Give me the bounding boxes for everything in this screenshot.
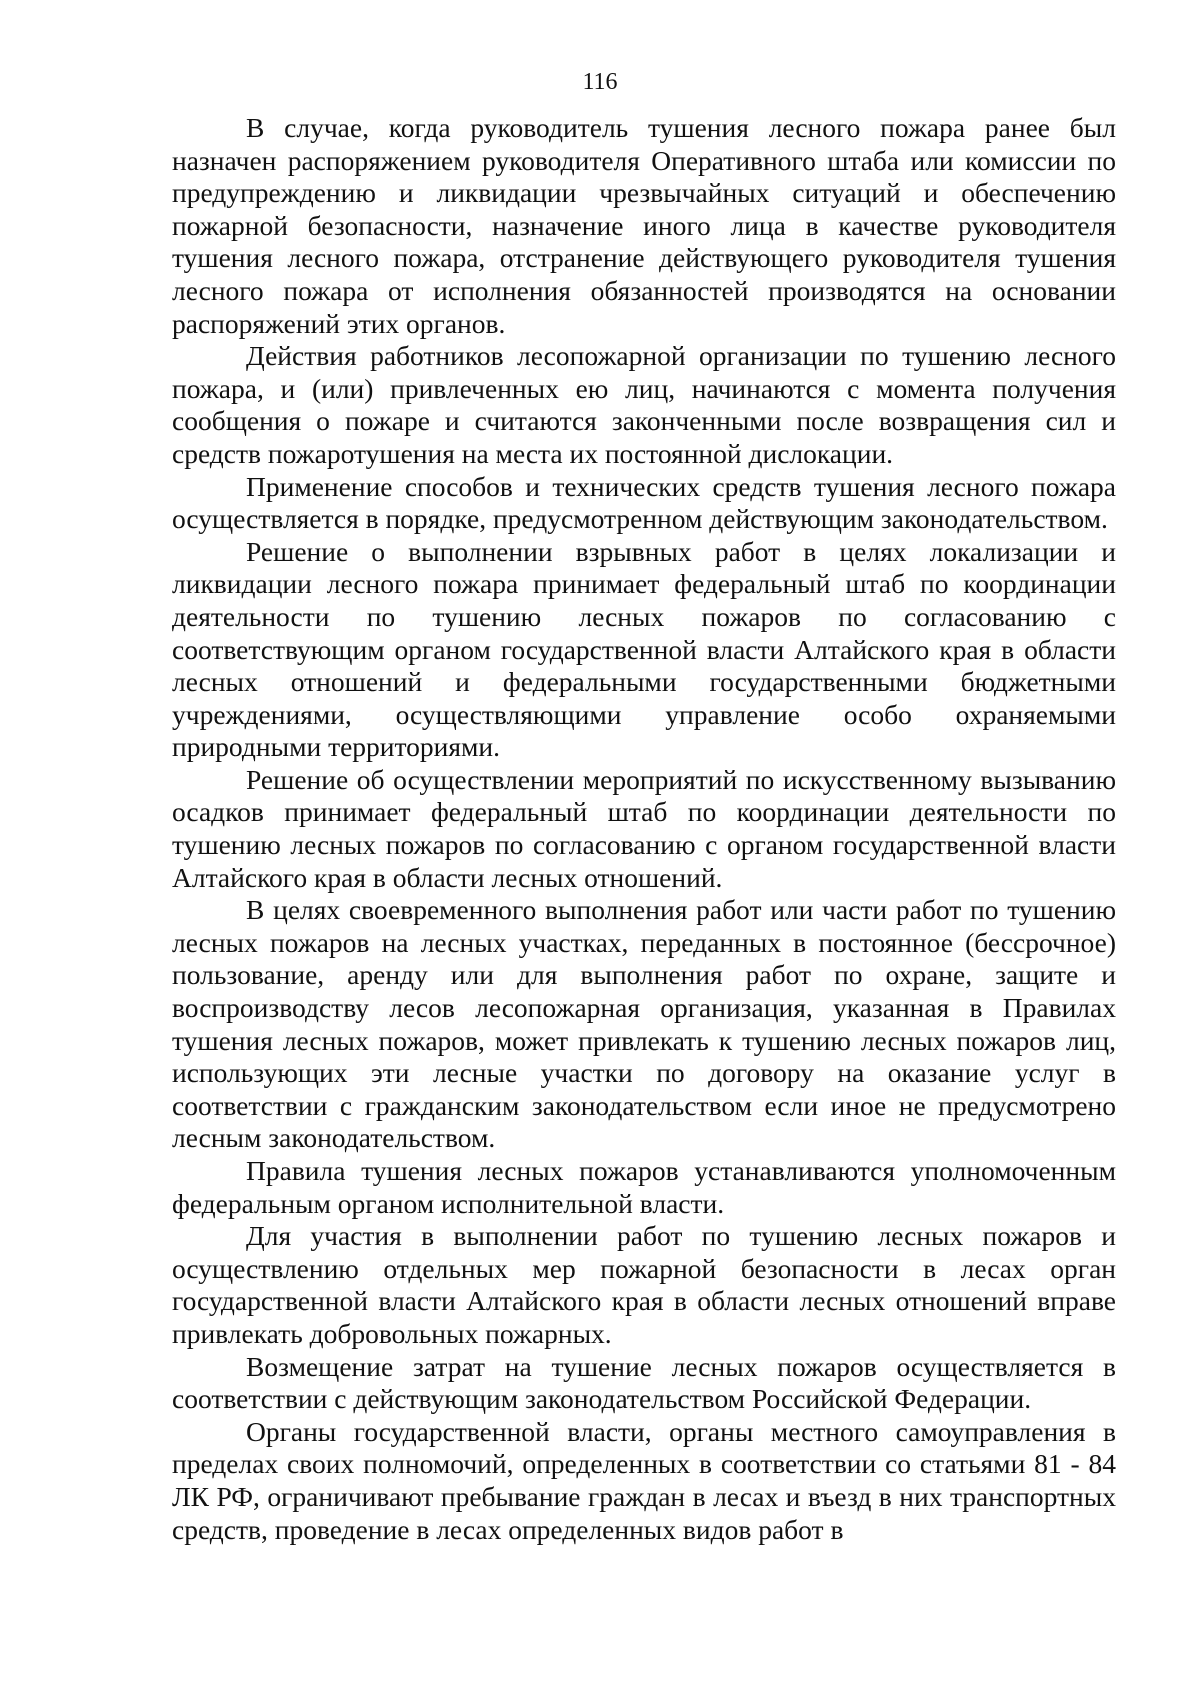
paragraph: Органы государственной власти, органы местного самоуправления в пределах своих полномочий, определенных в соответствии со статьями 81 - 84 ЛК РФ, ограничивают пребывание граждан в лесах и въезд в них транспортных средств, проведение в лесах определенных видов работ в <box>172 1415 1116 1545</box>
paragraph: В случае, когда руководитель тушения лесного пожара ранее был назначен распоряжением руководителя Оперативного штаба или комиссии по предупреждению и ликвидации чрезвычайных ситуаций и обеспечению пожарной безопасности, назначение иного лица в качестве руководителя тушения лесного пожара, отстранение действующего руководителя тушения лесного пожара от исполнения обязанностей производятся на основании распоряжений этих органов. <box>172 112 1116 339</box>
paragraph: В целях своевременного выполнения работ или части работ по тушению лесных пожаров на лесных участках, переданных в постоянное (бессрочное) пользование, аренду или для выполнения работ по охране, защите и воспроизводству лесов лесопожарная организация, указанная в Правилах тушения лесных пожаров, может привлекать к тушению лесных пожаров лиц, использующих эти лесные участки по договору на оказание услуг в соответствии с гражданским законодательством если иное не предусмотрено лесным законодательством. <box>172 894 1116 1154</box>
body-text <box>172 112 1116 1546</box>
paragraph: Правила тушения лесных пожаров устанавливаются уполномоченным федеральным органом исполнительной власти. <box>172 1155 1116 1219</box>
paragraph: Решение об осуществлении мероприятий по искусственному вызыванию осадков принимает федеральный штаб по координации деятельности по тушению лесных пожаров по согласованию с органом государственной власти Алтайского края в области лесных отношений. <box>172 763 1116 893</box>
paragraph: Для участия в выполнении работ по тушению лесных пожаров и осуществлению отдельных мер пожарной безопасности в лесах орган государственной власти Алтайского края в области лесных отношений вправе привлекать добровольных пожарных. <box>172 1220 1116 1349</box>
paragraph: Решение о выполнении взрывных работ в целях локализации и ликвидации лесного пожара принимает федеральный штаб по координации деятельности по тушению лесных пожаров по согласованию с соответствующим органом государственной власти Алтайского края в области лесных отношений и федеральными государственными бюджетными учреждениями, осуществляющими управление особо охраняемыми природными территориями. <box>172 535 1116 763</box>
paragraph: Действия работников лесопожарной организации по тушению лесного пожара, и (или) привлеченных ею лиц, начинаются с момента получения сообщения о пожаре и считаются законченными после возвращения сил и средств пожаротушения на места их постоянной дислокации. <box>172 340 1116 469</box>
page-number: 116 <box>582 69 618 95</box>
paragraph: Применение способов и технических средств тушения лесного пожара осуществляется в порядке, предусмотренном действующим законодательством. <box>172 470 1116 535</box>
paragraph: Возмещение затрат на тушение лесных пожаров осуществляется в соответствии с действующим законодательством Российской Федерации. <box>172 1350 1116 1415</box>
